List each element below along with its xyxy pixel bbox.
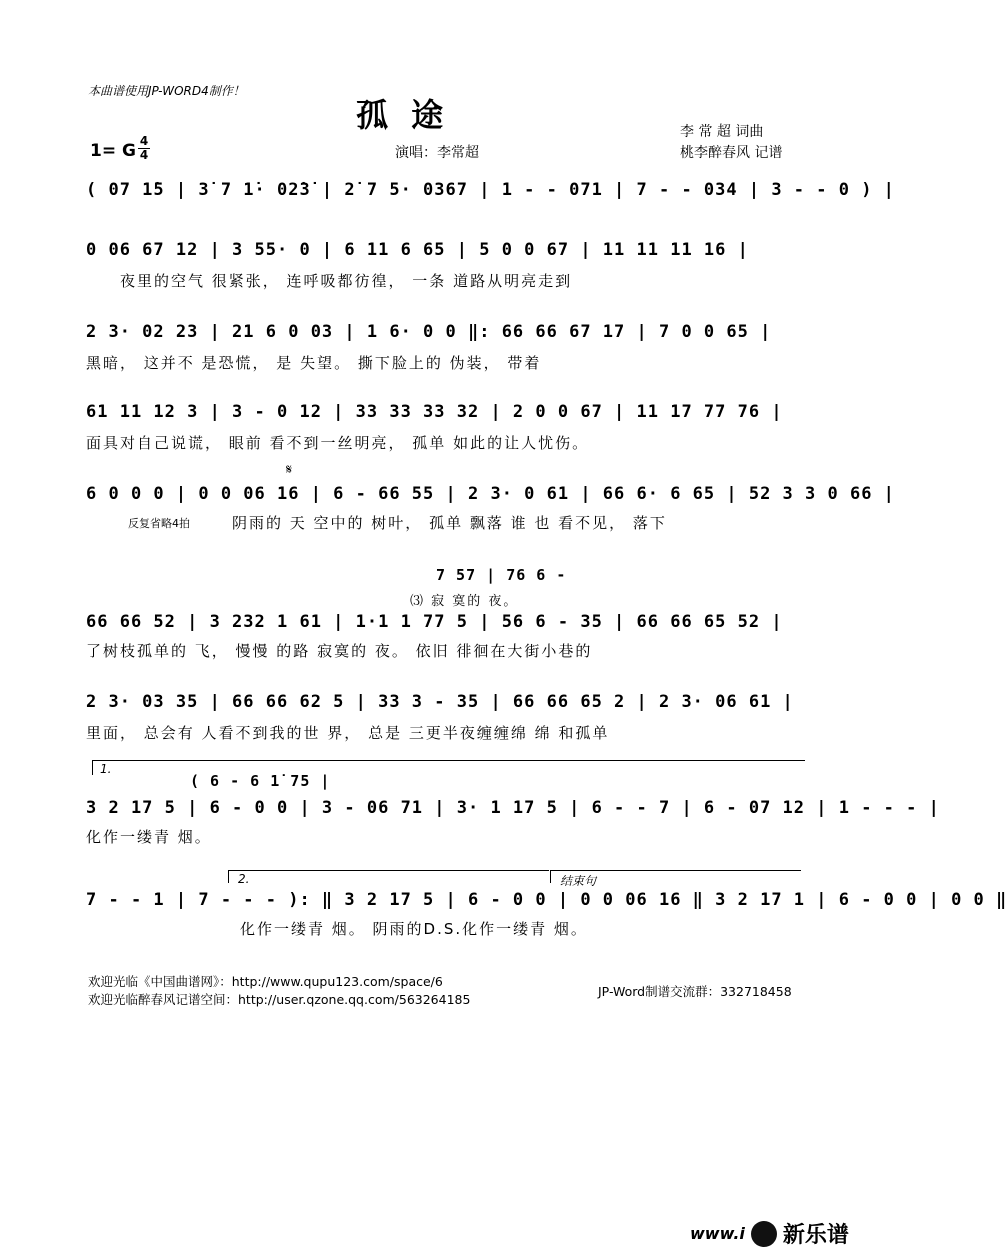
- notes-line: 61 11 12 3 | 3 - 0 12 | 33 33 33 32 | 2 0 0 67 | 11 17 77 76 |: [86, 402, 783, 422]
- watermark-brand: 新乐谱: [782, 1223, 849, 1248]
- singer-credit: 演唱：李常超: [395, 145, 479, 161]
- ossia-lyrics: ⑶ 寂 寞的 夜。: [410, 594, 519, 609]
- made-with-note: 本曲谱使用JP-WORD4制作！: [88, 84, 245, 98]
- notes-line: 2 3· 03 35 | 66 66 62 5 | 33 3 - 35 | 66 66 65 2 | 2 3· 06 61 |: [86, 692, 794, 712]
- ossia-notes: 7 57 | 76 6 -: [436, 566, 567, 584]
- time-sig-bottom: 4: [139, 148, 149, 162]
- coda-label: 结束句: [560, 874, 597, 888]
- lyrics-line: 化作一缕青 烟。 阴雨的D.S.化作一缕青 烟。: [240, 920, 588, 938]
- notes-line: 3 2 17 5 | 6 - 0 0 | 3 - 06 71 | 3· 1 17 5 | 6 - - 7 | 6 - 07 12 | 1 - - - |: [86, 798, 940, 818]
- notes-line: 0 06 67 12 | 3 55· 0 | 6 11 6 65 | 5 0 0 67 | 11 11 11 16 |: [86, 240, 749, 260]
- lyrics-line: 黑暗， 这并不 是恐慌， 是 失望。 撕下脸上的 伪装， 带着: [86, 354, 542, 372]
- transcriber-credit: 桃李醉春风 记谱: [680, 145, 783, 161]
- watermark: [690, 1218, 849, 1249]
- composer-credit: 李 常 超 词曲: [680, 124, 764, 140]
- notes-line: 7 - - 1 | 7 - - - ): ‖ 3 2 17 5 | 6 - 0 0 | 0 0 06 16 ‖ 3 2 17 1 | 6 - 0 0 | 0 0 ‖: [86, 890, 1007, 910]
- footer-link-qzone[interactable]: 欢迎光临醉春风记谱空间：http://user.qzone.qq.com/563264185: [88, 992, 471, 1007]
- segno-sign: 𝄋: [286, 462, 293, 478]
- notes-line: ( 07 1̇5 | 3̇ 7 1̇· 02̇3̇ | 2̇ 7 5· 0367 | 1 - - 071 | 7 - - 034 | 3 - - 0 ) |: [86, 180, 895, 200]
- repeat-omit-note: 反复省略4拍: [128, 517, 190, 530]
- lyrics-line: 化作一缕青 烟。: [86, 828, 212, 846]
- volta-label: 1.: [100, 762, 112, 776]
- lyrics-line: 夜里的空气 很紧张， 连呼吸都彷徨， 一条 道路从明亮走到: [120, 272, 573, 290]
- footer-link-qupu[interactable]: 欢迎光临《中国曲谱网》：http://www.qupu123.com/space/6: [88, 974, 443, 989]
- lyrics-line: 了树枝孤单的 飞， 慢慢 的路 寂寞的 夜。 依旧 徘徊在大街小巷的: [86, 642, 593, 660]
- song-title: 孤 途: [356, 96, 450, 134]
- lyrics-line: 里面， 总会有 人看不到我的世 界， 总是 三更半夜缠缠绵 绵 和孤单: [86, 724, 610, 742]
- lyrics-line: 面具对自己说谎， 眼前 看不到一丝明亮， 孤单 如此的让人忧伤。: [86, 434, 590, 452]
- watermark-url: www.i: [690, 1224, 745, 1243]
- ossia-notes: ( 6 - 6 1̇ 75 |: [190, 772, 331, 790]
- volta-bracket: [228, 870, 549, 883]
- volta-label: 2.: [238, 872, 250, 886]
- notes-line: 2 3· 02 23 | 21 6 0 03 | 1 6· 0 0 ‖: 66 66 67 17 | 7 0 0 65 |: [86, 322, 772, 342]
- notes-line: 66 66 52 | 3 232 1 61 | 1·1 1 77 5 | 56 6 - 35 | 66 66 65 52 |: [86, 612, 783, 632]
- key-signature: 1= G: [90, 141, 136, 161]
- time-signature: [138, 135, 150, 162]
- time-sig-top: 4: [139, 134, 149, 148]
- vinyl-logo-icon: [751, 1221, 777, 1247]
- lyrics-line: 阴雨的 天 空中的 树叶， 孤单 飘落 谁 也 看不见， 落下: [232, 514, 667, 532]
- notes-line: 6 0 0 0 | 0 0 06 16 | 6 - 66 55 | 2 3· 0 61 | 66 6· 6 65 | 52 3 3 0 66 |: [86, 484, 895, 504]
- footer-qq-group: JP-Word制谱交流群：332718458: [598, 984, 792, 999]
